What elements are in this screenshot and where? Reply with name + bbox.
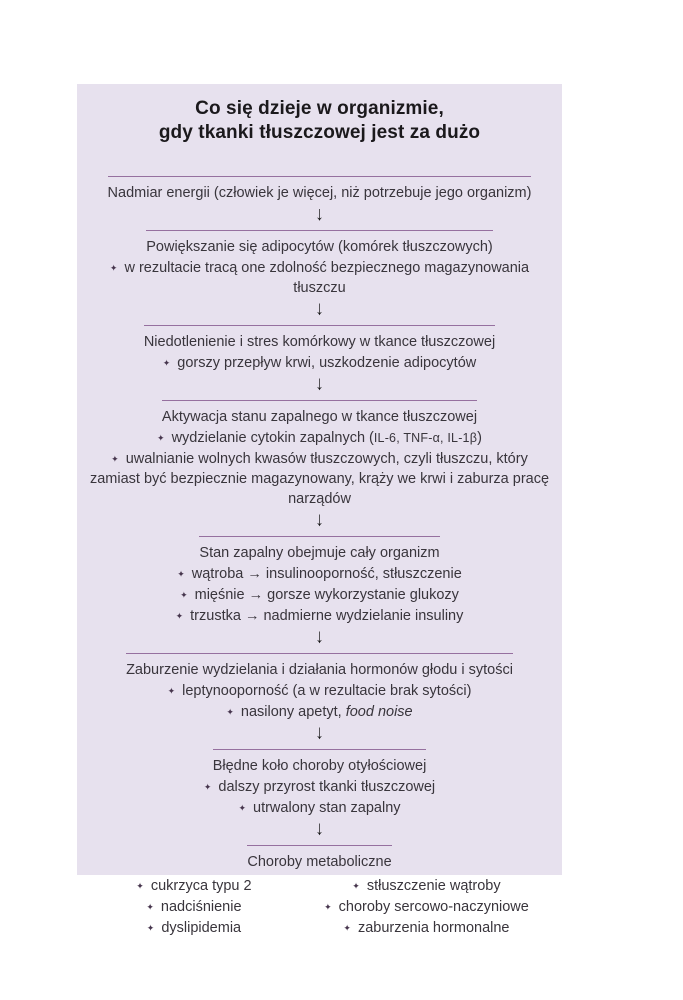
arrow-down-icon: ↓: [315, 372, 324, 395]
diamond-bullet-icon: ✦: [162, 358, 171, 368]
bullet-text: nadciśnienie: [160, 899, 242, 915]
cytokine-acronyms: IL-6, TNF-α, IL-1β: [373, 431, 478, 445]
bullet-text: trzustka → nadmierne wydzielanie insuliny: [190, 608, 464, 624]
step-header: Aktywacja stanu zapalnego w tkance tłuszczowej: [162, 400, 477, 427]
flow-step-hormone-disruption: [87, 653, 552, 744]
flow-step-adipocyte-enlargement: [87, 230, 552, 320]
diamond-bullet-icon: ✦: [203, 782, 212, 792]
bullet-item: [87, 702, 552, 722]
bullet-item: [87, 681, 552, 701]
bullet-text: dyslipidemia: [161, 920, 242, 936]
diamond-bullet-icon: ✦: [324, 902, 332, 912]
arrow-down-icon: ↓: [315, 625, 324, 648]
flow-step-hypoxia-cell-stress: [87, 325, 552, 395]
bullet-item: [301, 876, 552, 896]
diamond-bullet-icon: ✦: [343, 923, 351, 933]
step-header: Zaburzenie wydzielania i działania hormonów głodu i sytości: [126, 653, 513, 680]
title-line-2: gdy tkanki tłuszczowej jest za dużo: [158, 122, 481, 143]
diamond-bullet-icon: ✦: [111, 454, 119, 464]
bullet-text: choroby sercowo-naczyniowe: [338, 899, 529, 915]
infographic-title: [87, 97, 552, 145]
bullet-text: stłuszczenie wątroby: [366, 878, 501, 894]
metabolic-diseases-columns: [87, 875, 552, 938]
diamond-bullet-icon: ✦: [136, 881, 144, 891]
bullet-item: [87, 918, 301, 938]
step-header: Powiększanie się adipocytów (komórek tłuszczowych): [146, 230, 493, 257]
diamond-bullet-icon: ✦: [175, 611, 184, 621]
arrow-down-icon: ↓: [315, 721, 324, 744]
arrow-down-icon: ↓: [315, 508, 324, 531]
bullet-text: utrwalony stan zapalny: [253, 800, 401, 816]
diamond-bullet-icon: ✦: [226, 707, 234, 717]
bullet-text: mięśnie → gorsze wykorzystanie glukozy: [194, 587, 459, 603]
diamond-bullet-icon: ✦: [180, 590, 188, 600]
arrow-down-icon: ↓: [315, 817, 324, 840]
bullet-item: [87, 564, 552, 584]
diamond-bullet-icon: ✦: [109, 263, 118, 273]
step-header: Niedotlenienie i stres komórkowy w tkance tłuszczowej: [144, 325, 495, 352]
flow-step-metabolic-diseases: [87, 845, 552, 938]
bullet-text: leptynooporność (a w rezultacie brak sytości): [182, 683, 472, 699]
bullet-item: [87, 585, 552, 605]
bullet-text: w rezultacie tracą one zdolność bezpiecznego magazynowania tłuszczu: [124, 260, 530, 296]
arrow-down-icon: ↓: [315, 202, 324, 225]
bullet-text: cukrzyca typu 2: [150, 878, 252, 894]
bullet-item: [87, 876, 301, 896]
infographic-panel: [77, 84, 562, 936]
bullet-text: wydzielanie cytokin zapalnych (: [171, 430, 374, 446]
food-noise-italic-text: food noise: [345, 704, 413, 720]
flow-step-inflammation-activation: [87, 400, 552, 531]
step-header: Stan zapalny obejmuje cały organizm: [199, 536, 439, 563]
step-header: Nadmiar energii (człowiek je więcej, niż potrzebuje jego organizm): [108, 176, 532, 203]
bullet-item: [87, 777, 552, 797]
bullet-item: [87, 897, 301, 917]
bullet-item: [301, 897, 552, 917]
bullet-item: [87, 428, 552, 448]
bullet-text: ): [477, 430, 482, 446]
step-header: Błędne koło choroby otyłościowej: [213, 749, 427, 776]
metabolic-right-column: [301, 875, 552, 938]
bullet-text: dalszy przyrost tkanki tłuszczowej: [218, 779, 436, 795]
diamond-bullet-icon: ✦: [146, 902, 154, 912]
flow-step-systemic-inflammation: [87, 536, 552, 648]
bullet-text: zaburzenia hormonalne: [357, 920, 510, 936]
diamond-bullet-icon: ✦: [167, 686, 176, 696]
diamond-bullet-icon: ✦: [177, 569, 185, 579]
bullet-text: wątroba → insulinooporność, stłuszczenie: [191, 566, 462, 582]
title-line-1: Co się dzieje w organizmie,: [195, 98, 444, 119]
arrow-down-icon: ↓: [315, 297, 324, 320]
bullet-text: nasilony apetyt,: [240, 704, 346, 720]
diamond-bullet-icon: ✦: [238, 803, 247, 813]
step-header: Choroby metaboliczne: [247, 845, 391, 872]
bullet-item: [87, 606, 552, 626]
bullet-item: [301, 918, 552, 938]
bullet-text: uwalnianie wolnych kwasów tłuszczowych, czyli tłuszczu, który zamiast być bezpiecznie magazynowany, krąży we krwi i zaburza pracę narządów: [89, 451, 550, 507]
diamond-bullet-icon: ✦: [352, 881, 360, 891]
bullet-item: [87, 353, 552, 373]
diamond-bullet-icon: ✦: [157, 433, 165, 443]
bullet-item: [87, 798, 552, 818]
metabolic-left-column: [87, 875, 301, 938]
bullet-item: [87, 449, 552, 509]
flow-step-energy-surplus: [87, 176, 552, 225]
bullet-text: gorszy przepływ krwi, uszkodzenie adipocytów: [177, 355, 477, 371]
bullet-item: [87, 258, 552, 298]
diamond-bullet-icon: ✦: [146, 923, 155, 933]
flow-step-vicious-circle: [87, 749, 552, 840]
